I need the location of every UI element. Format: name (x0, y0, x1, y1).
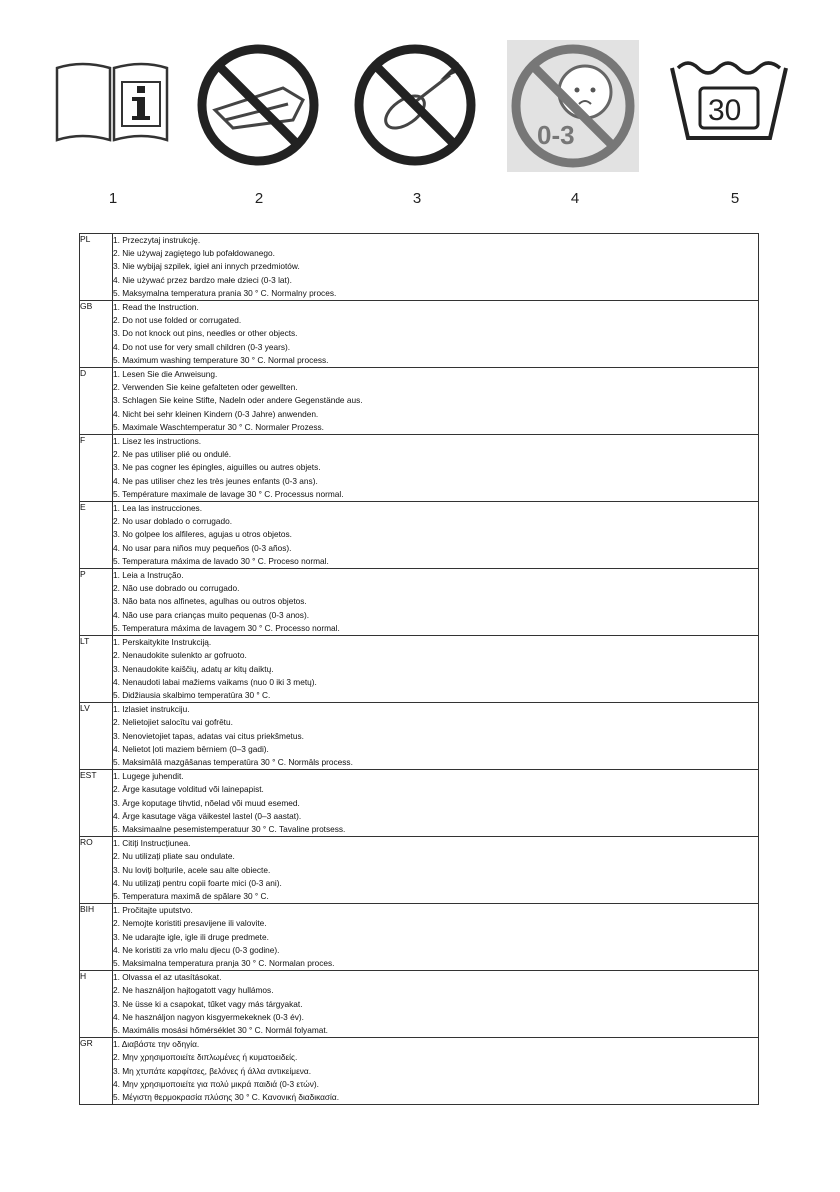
instruction-line: 3. Μη χτυπάτε καρφίτσες, βελόνες ή άλλα αντικείμενα. (113, 1065, 312, 1076)
language-code: EST (80, 770, 113, 837)
instruction-line: 1. Perskaitykite Instrukciją. (113, 637, 212, 648)
instruction-line: 4. Nelietot ļoti maziem bērniem (0–3 gadi). (113, 743, 269, 754)
care-symbols-row (0, 40, 840, 170)
instruction-line: 1. Lugege juhendit. (113, 771, 184, 782)
language-code: P (80, 569, 113, 636)
instruction-line: 3. No golpee los alfileres, agujas u otros objetos. (113, 529, 292, 540)
language-code: H (80, 971, 113, 1038)
info-book-icon (52, 40, 172, 160)
instruction-line: 2. Ne pas utiliser plié ou ondulé. (113, 449, 232, 460)
instruction-line: 5. Maksymalna temperatura prania 30 ° C. Normalny proces. (113, 287, 337, 298)
instruction-line: 3. Ärge koputage tihvtid, nõelad või muud esemed. (113, 797, 300, 808)
instruction-line: 2. Nu utilizați pliate sau ondulate. (113, 851, 235, 862)
instruction-line: 3. Não bata nos alfinetes, agulhas ou outros objetos. (113, 596, 307, 607)
language-code: GR (80, 1038, 113, 1105)
symbol-number: 1 (108, 190, 118, 207)
language-row (80, 234, 759, 301)
instruction-line: 5. Μέγιστη θερμοκρασία πλύσης 30 ° C. Κανονική διαδικασία. (113, 1092, 339, 1102)
language-row (80, 1038, 759, 1105)
language-row (80, 502, 759, 569)
care-instructions-body (80, 234, 759, 1105)
language-row (80, 636, 759, 703)
instruction-line: 5. Temperatura máxima de lavado 30 ° C. Proceso normal. (113, 555, 329, 566)
instruction-line: 4. Ne koristiti za vrlo malu djecu (0-3 godine). (113, 944, 280, 955)
instruction-line: 3. Ne üsse ki a csapokat, tűket vagy más tárgyakat. (113, 998, 303, 1009)
instruction-line: 5. Maximális mosási hőmérséklet 30 ° C. Normál folyamat. (113, 1024, 328, 1035)
instruction-line: 4. Do not use for very small children (0-3 years). (113, 341, 291, 352)
instruction-line: 2. Nenaudokite sulenkto ar gofruoto. (113, 650, 247, 661)
instruction-line: 2. Não use dobrado ou corrugado. (113, 583, 240, 594)
language-code: GB (80, 301, 113, 368)
symbol-number: 5 (730, 190, 740, 207)
language-row (80, 770, 759, 837)
instruction-line: 4. No usar para niños muy pequeños (0-3 años). (113, 542, 292, 553)
symbol-number: 4 (570, 190, 580, 207)
instruction-line: 4. Não use para crianças muito pequenas (0-3 anos). (113, 609, 310, 620)
instruction-line: 3. Nu loviți bolțurile, acele sau alte obiecte. (113, 864, 271, 875)
instruction-list (113, 435, 759, 502)
instruction-line: 5. Maximale Waschtemperatur 30 ° C. Normaler Prozess. (113, 421, 324, 432)
instruction-list (113, 636, 759, 703)
instruction-line: 3. Nenovietojiet tapas, adatas vai citus priekšmetus. (113, 730, 304, 741)
symbol-number: 3 (412, 190, 422, 207)
language-row (80, 837, 759, 904)
instruction-line: 1. Lisez les instructions. (113, 436, 202, 447)
instruction-line: 5. Température maximale de lavage 30 ° C. Processus normal. (113, 488, 344, 499)
wash-30-icon (664, 40, 794, 150)
instruction-list (113, 368, 759, 435)
language-code: D (80, 368, 113, 435)
instruction-line: 5. Maksimālā mazgāšanas temperatūra 30 ° C. Normāls process. (113, 756, 353, 767)
instruction-list (113, 770, 759, 837)
instruction-line: 4. Ne használjon nagyon kisgyermekeknek (0-3 év). (113, 1011, 304, 1022)
language-code: RO (80, 837, 113, 904)
not-for-0-3-icon (507, 40, 639, 172)
instruction-line: 3. Ne pas cogner les épingles, aiguilles ou autres objets. (113, 462, 321, 473)
instruction-list (113, 301, 759, 368)
language-code: PL (80, 234, 113, 301)
language-row (80, 301, 759, 368)
instruction-list (113, 971, 759, 1038)
instruction-line: 1. Citiți Instrucțiunea. (113, 838, 191, 849)
no-folded-icon (193, 40, 323, 170)
instruction-line: 5. Maksimaalne pesemistemperatuur 30 ° C. Tavaline protsess. (113, 823, 346, 834)
instruction-line: 1. Olvassa el az utasításokat. (113, 972, 222, 983)
language-row (80, 703, 759, 770)
instruction-line: 1. Lea las instrucciones. (113, 503, 203, 514)
instruction-line: 4. Ne pas utiliser chez les très jeunes enfants (0-3 ans). (113, 475, 318, 486)
instruction-line: 1. Pročitajte uputstvo. (113, 905, 193, 916)
language-code: LV (80, 703, 113, 770)
instruction-line: 5. Maksimalna temperatura pranja 30 ° C. Normalan proces. (113, 957, 335, 968)
instruction-list (113, 703, 759, 770)
instruction-line: 5. Maximum washing temperature 30 ° C. Normal process. (113, 354, 329, 365)
language-code: F (80, 435, 113, 502)
instruction-line: 4. Μην χρησιμοποιείτε για πολύ μικρά παιδιά (0-3 ετών). (113, 1078, 319, 1089)
symbol-number: 2 (254, 190, 264, 207)
instruction-line: 2. Nemojte koristiti presavijene ili valovite. (113, 918, 267, 929)
age-badge: 0-3 (537, 120, 575, 150)
instruction-line: 1. Leia a Instrução. (113, 570, 184, 581)
instruction-line: 2. Verwenden Sie keine gefalteten oder gewellten. (113, 382, 298, 393)
instruction-line: 1. Διαβάστε την οδηγία. (113, 1039, 200, 1050)
instruction-line: 2. Nie używaj zagiętego lub pofałdowanego. (113, 248, 275, 259)
instruction-line: 2. Ne használjon hajtogatott vagy hullámos. (113, 985, 274, 996)
instruction-line: 3. Schlagen Sie keine Stifte, Nadeln oder andere Gegenstände aus. (113, 395, 363, 406)
instruction-line: 2. Ärge kasutage volditud või lainepapist. (113, 784, 264, 795)
instruction-line: 2. No usar doblado o corrugado. (113, 516, 233, 527)
language-code: E (80, 502, 113, 569)
instruction-line: 2. Nelietojiet salocītu vai gofrētu. (113, 717, 233, 728)
instruction-list (113, 502, 759, 569)
language-row (80, 368, 759, 435)
instruction-line: 5. Temperatura maximă de spălare 30 ° C. (113, 890, 269, 901)
instruction-line: 4. Nie używać przez bardzo małe dzieci (0-3 lat). (113, 274, 292, 285)
instruction-line: 4. Nu utilizați pentru copii foarte mici (0-3 ani). (113, 877, 282, 888)
instruction-list (113, 837, 759, 904)
symbol-numbers (0, 190, 840, 214)
instruction-list (113, 569, 759, 636)
language-row (80, 971, 759, 1038)
instruction-list (113, 904, 759, 971)
instruction-line: 2. Do not use folded or corrugated. (113, 315, 242, 326)
instruction-line: 1. Lesen Sie die Anweisung. (113, 369, 218, 380)
instruction-line: 3. Nie wybijaj szpilek, igieł ani innych przedmiotów. (113, 261, 300, 272)
no-pins-icon (350, 40, 480, 170)
instruction-line: 2. Μην χρησιμοποιείτε διπλωμένες ή κυματοειδείς. (113, 1052, 298, 1063)
instruction-line: 1. Izlasiet instrukciju. (113, 704, 190, 715)
instruction-line: 1. Read the Instruction. (113, 302, 199, 313)
temperature-badge: 30 (708, 94, 742, 127)
language-row (80, 435, 759, 502)
instruction-list (113, 1038, 759, 1105)
instruction-line: 3. Ne udarajte igle, igle ili druge predmete. (113, 931, 269, 942)
instruction-line: 3. Do not knock out pins, needles or other objects. (113, 328, 298, 339)
instruction-line: 4. Nicht bei sehr kleinen Kindern (0-3 Jahre) anwenden. (113, 408, 319, 419)
instruction-line: 1. Przeczytaj instrukcję. (113, 235, 201, 245)
instruction-line: 5. Didžiausia skalbimo temperatūra 30 ° C. (113, 689, 271, 700)
care-instructions-table (79, 233, 759, 1105)
language-row (80, 569, 759, 636)
language-code: LT (80, 636, 113, 703)
instruction-line: 3. Nenaudokite kaiščių, adatų ar kitų daiktų. (113, 663, 274, 674)
instruction-line: 4. Ärge kasutage väga väikestel lastel (0–3 aastat). (113, 810, 302, 821)
instruction-list (113, 234, 759, 301)
language-code: BIH (80, 904, 113, 971)
instruction-line: 4. Nenaudoti labai mažiems vaikams (nuo 0 iki 3 metų). (113, 676, 317, 687)
language-row (80, 904, 759, 971)
instruction-line: 5. Temperatura máxima de lavagem 30 ° C. Processo normal. (113, 622, 340, 633)
